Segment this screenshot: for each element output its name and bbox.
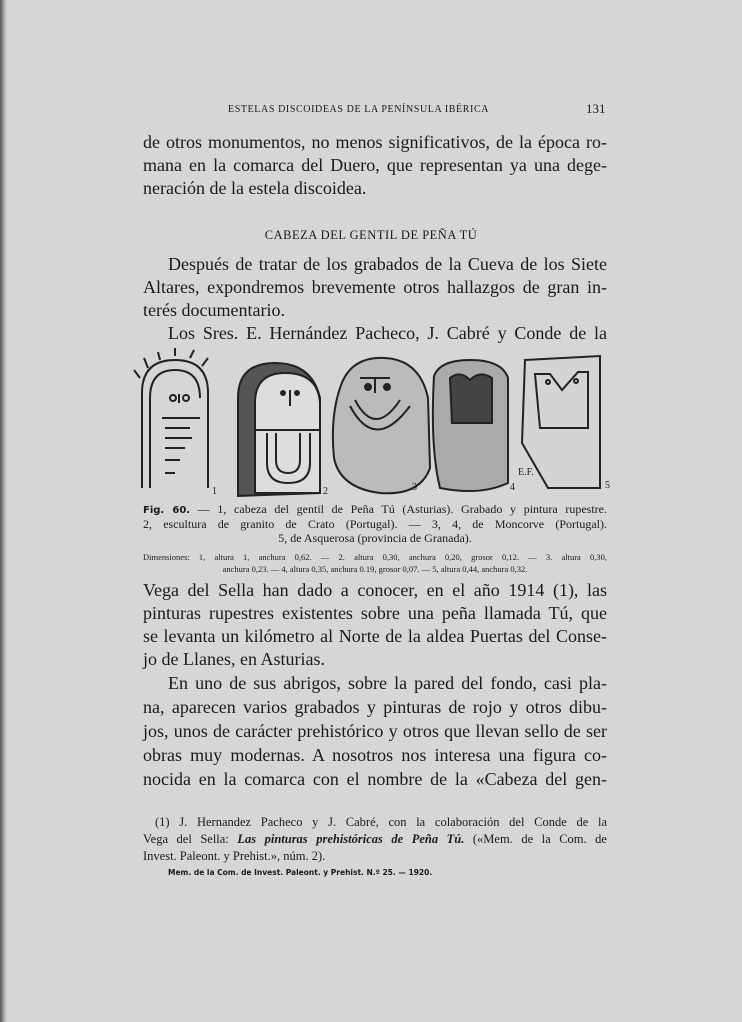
body-line: jo de Llanes, en Asturias. xyxy=(143,649,325,669)
body-line: neración de la estela discoidea. xyxy=(143,178,367,198)
body-line: de otros monumentos, no menos significativos, de la época ro- xyxy=(143,132,607,152)
body-line: terés documentario. xyxy=(143,300,285,320)
figure-label: 1 xyxy=(212,486,217,497)
figure-dimensions-line: anchura 0,23. — 4, altura 0,35, anchura 0.19, grosor 0,07. — 5, altura 0,44, anchura 0,32. xyxy=(222,564,528,574)
figure-label: 4 xyxy=(510,482,515,493)
page-number: 131 xyxy=(586,101,606,116)
figure-caption-line xyxy=(143,503,607,517)
figure-1-pena-tu xyxy=(134,348,208,488)
figure-label: 2 xyxy=(323,486,328,497)
figure-label: 5 xyxy=(605,480,610,491)
footnote-title: Las pinturas prehistóricas de Peña Tú. xyxy=(237,832,465,846)
body-line: na, aparecen varios grabados y pinturas de rojo y otros dibu- xyxy=(143,697,607,717)
figure-caption-line: 5, de Asquerosa (provincia de Granada). xyxy=(278,531,472,545)
body-line: obras muy modernas. A nosotros nos interesa una figura co- xyxy=(143,745,607,765)
footnote-line xyxy=(143,832,607,847)
figure-caption-label: Fig. 60. xyxy=(143,505,191,516)
artist-signature: E.F. xyxy=(518,467,534,478)
body-line: mana en la comarca del Duero, que representan ya una dege- xyxy=(143,155,607,175)
body-line: En uno de sus abrigos, sobre la pared del fondo, casi pla- xyxy=(168,673,607,693)
figure-illustration xyxy=(130,348,630,500)
footnote-text: Vega del Sella: xyxy=(143,832,238,846)
body-line: Los Sres. E. Hernández Pacheco, J. Cabré y Conde de la xyxy=(168,323,607,343)
signature-line: Mem. de la Com. de Invest. Paleont. y Prehist. N.º 25. — 1920. xyxy=(168,868,433,877)
body-line: se levanta un kilómetro al Norte de la aldea Puertas del Conse- xyxy=(143,626,607,646)
figure-2-crato xyxy=(238,363,320,496)
figure-3-moncorve xyxy=(333,358,430,493)
footnote-line: Invest. Paleont. y Prehist.», núm. 2). xyxy=(143,849,326,863)
running-header: ESTELAS DISCOIDEAS DE LA PENÍNSULA IBÉRICA xyxy=(228,104,490,115)
body-line: nocida en la comarca con el nombre de la «Cabeza del gen- xyxy=(143,769,607,789)
figure-caption-line: 2, escultura de granito de Crato (Portugal). — 3, 4, de Moncorve (Portugal). xyxy=(143,517,607,531)
body-line: Vega del Sella han dado a conocer, en el año 1914 (1), las xyxy=(143,580,607,600)
body-line: jos, unos de carácter prehistórico y otros que llevan sello de ser xyxy=(143,721,607,741)
caption-text: — 1, cabeza del gentil de Peña Tú (Asturias). Grabado y pintura rupestre. xyxy=(190,502,607,516)
footnote-text: («Mem. de la Com. de xyxy=(464,832,607,846)
page-edge-shadow xyxy=(0,0,7,1022)
figure-label: 3 xyxy=(412,482,417,493)
footnote-line: (1) J. Hernandez Pacheco y J. Cabré, con la colaboración del Conde de la xyxy=(155,815,607,829)
body-line: Después de tratar de los grabados de la Cueva de los Siete xyxy=(168,254,607,274)
section-heading: CABEZA DEL GENTIL DE PEÑA TÚ xyxy=(264,228,478,242)
body-line: Altares, expondremos brevemente otros hallazgos de gran in- xyxy=(143,277,607,297)
body-line: pinturas rupestres existentes sobre una peña llamada Tú, que xyxy=(143,603,607,623)
figure-4-moncorve xyxy=(433,360,508,491)
figure-dimensions-line: Dimensiones: 1, altura 1, anchura 0,62. — 2. altura 0,30, anchura 0,20, grosor 0,12. — 3. altura 0,30, xyxy=(143,552,607,562)
